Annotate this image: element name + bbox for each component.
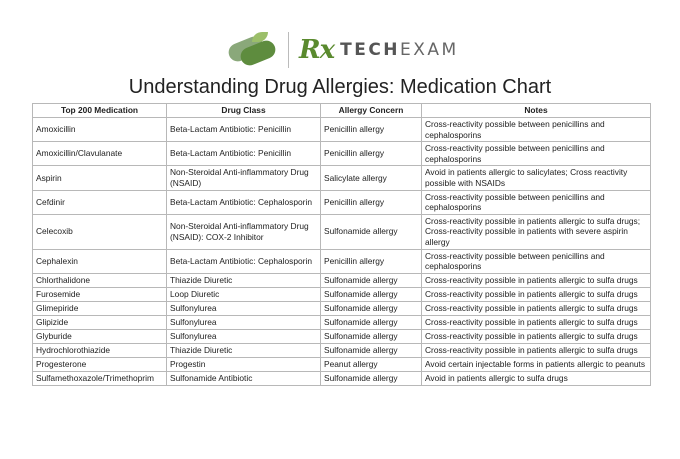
cell-medication: Sulfamethoxazole/Trimethoprim (33, 371, 167, 385)
capsule-icon (226, 30, 278, 70)
cell-notes: Cross-reactivity possible between penicillins and cephalosporins (422, 118, 651, 142)
cell-notes: Cross-reactivity possible in patients allergic to sulfa drugs (422, 273, 651, 287)
table-row (33, 329, 651, 343)
cell-medication: Glyburide (33, 329, 167, 343)
brand-name-part2: EXAM (400, 40, 459, 60)
cell-allergy-concern: Penicillin allergy (321, 118, 422, 142)
cell-allergy-concern: Sulfonamide allergy (321, 301, 422, 315)
cell-allergy-concern: Sulfonamide allergy (321, 214, 422, 249)
cell-drug-class: Non-Steroidal Anti-inflammatory Drug (NSAID) (167, 166, 321, 190)
cell-drug-class: Beta-Lactam Antibiotic: Penicillin (167, 142, 321, 166)
table-row (33, 273, 651, 287)
cell-notes: Cross-reactivity possible in patients allergic to sulfa drugs (422, 343, 651, 357)
cell-medication: Glimepiride (33, 301, 167, 315)
brand-name (340, 40, 459, 60)
cell-notes: Cross-reactivity possible in patients allergic to sulfa drugs (422, 287, 651, 301)
cell-notes: Avoid in patients allergic to salicylates; Cross reactivity possible with NSAIDs (422, 166, 651, 190)
header-medication: Top 200 Medication (33, 104, 167, 118)
cell-drug-class: Thiazide Diuretic (167, 343, 321, 357)
cell-drug-class: Sulfonamide Antibiotic (167, 371, 321, 385)
cell-medication: Glipizide (33, 315, 167, 329)
table-row (33, 343, 651, 357)
cell-medication: Cephalexin (33, 249, 167, 273)
cell-allergy-concern: Salicylate allergy (321, 166, 422, 190)
cell-notes: Cross-reactivity possible between penicillins and cephalosporins (422, 142, 651, 166)
table-row (33, 166, 651, 190)
logo (226, 30, 459, 70)
cell-medication: Aspirin (33, 166, 167, 190)
cell-notes: Cross-reactivity possible between penicillins and cephalosporins (422, 249, 651, 273)
header-drug-class: Drug Class (167, 104, 321, 118)
cell-allergy-concern: Penicillin allergy (321, 142, 422, 166)
table-row (33, 142, 651, 166)
cell-notes: Cross-reactivity possible in patients allergic to sulfa drugs (422, 329, 651, 343)
cell-notes: Cross-reactivity possible in patients allergic to sulfa drugs (422, 301, 651, 315)
cell-medication: Cefdinir (33, 190, 167, 214)
cell-notes: Cross-reactivity possible in patients allergic to sulfa drugs; Cross-reactivity possible in patients with severe aspirin allergy (422, 214, 651, 249)
table-row (33, 118, 651, 142)
header-allergy-concern: Allergy Concern (321, 104, 422, 118)
logo-divider (288, 32, 289, 68)
cell-drug-class: Non-Steroidal Anti-inflammatory Drug (NSAID): COX-2 Inhibitor (167, 214, 321, 249)
cell-drug-class: Progestin (167, 357, 321, 371)
cell-medication: Celecoxib (33, 214, 167, 249)
table-row (33, 214, 651, 249)
header-notes: Notes (422, 104, 651, 118)
cell-medication: Amoxicillin/Clavulanate (33, 142, 167, 166)
cell-drug-class: Beta-Lactam Antibiotic: Penicillin (167, 118, 321, 142)
cell-drug-class: Beta-Lactam Antibiotic: Cephalosporin (167, 190, 321, 214)
cell-notes: Cross-reactivity possible in patients allergic to sulfa drugs (422, 315, 651, 329)
cell-notes: Avoid in patients allergic to sulfa drugs (422, 371, 651, 385)
table-row (33, 287, 651, 301)
page-title: Understanding Drug Allergies: Medication Chart (128, 76, 552, 98)
cell-medication: Furosemide (33, 287, 167, 301)
cell-allergy-concern: Sulfonamide allergy (321, 343, 422, 357)
cell-allergy-concern: Penicillin allergy (321, 190, 422, 214)
table-row (33, 371, 651, 385)
table-row (33, 301, 651, 315)
cell-drug-class: Sulfonylurea (167, 329, 321, 343)
cell-medication: Amoxicillin (33, 118, 167, 142)
cell-allergy-concern: Peanut allergy (321, 357, 422, 371)
table-row (33, 315, 651, 329)
rx-logo-mark: Rx (299, 35, 335, 65)
cell-allergy-concern: Penicillin allergy (321, 249, 422, 273)
table-row (33, 357, 651, 371)
cell-allergy-concern: Sulfonamide allergy (321, 371, 422, 385)
cell-allergy-concern: Sulfonamide allergy (321, 287, 422, 301)
cell-drug-class: Thiazide Diuretic (167, 273, 321, 287)
brand-name-part1: TECH (340, 40, 401, 60)
cell-notes: Cross-reactivity possible between penicillins and cephalosporins (422, 190, 651, 214)
medication-table (32, 103, 651, 386)
cell-drug-class: Loop Diuretic (167, 287, 321, 301)
cell-allergy-concern: Sulfonamide allergy (321, 329, 422, 343)
cell-allergy-concern: Sulfonamide allergy (321, 273, 422, 287)
cell-drug-class: Sulfonylurea (167, 301, 321, 315)
cell-drug-class: Beta-Lactam Antibiotic: Cephalosporin (167, 249, 321, 273)
cell-medication: Chlorthalidone (33, 273, 167, 287)
table-row (33, 249, 651, 273)
cell-medication: Hydrochlorothiazide (33, 343, 167, 357)
cell-medication: Progesterone (33, 357, 167, 371)
table-header-row (33, 104, 651, 118)
cell-allergy-concern: Sulfonamide allergy (321, 315, 422, 329)
table-row (33, 190, 651, 214)
table-body (33, 118, 651, 386)
cell-drug-class: Sulfonylurea (167, 315, 321, 329)
cell-notes: Avoid certain injectable forms in patients allergic to peanuts (422, 357, 651, 371)
